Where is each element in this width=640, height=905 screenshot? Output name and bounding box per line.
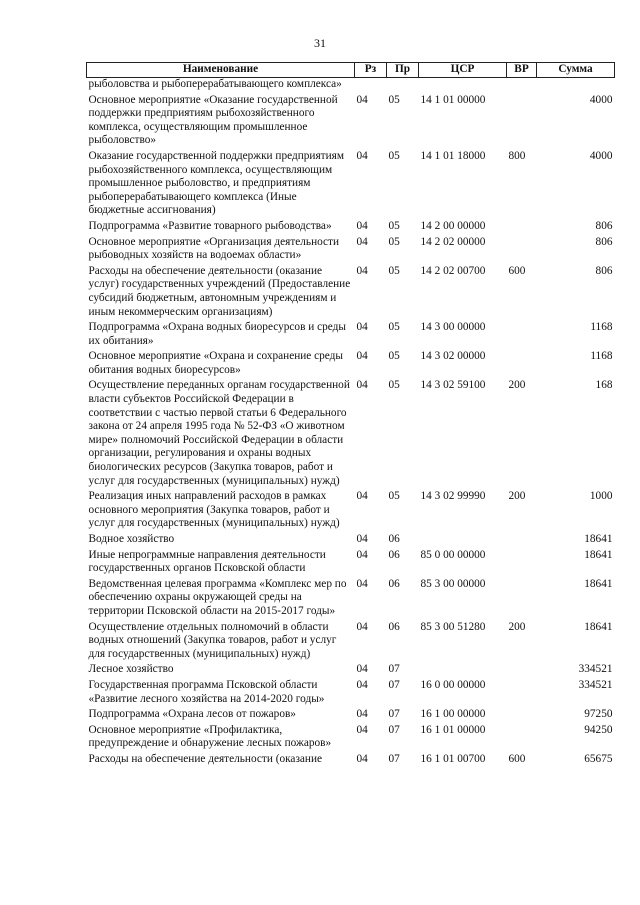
cell-sum: 334521: [578, 663, 613, 676]
cell-vr: [507, 679, 537, 708]
header-pr: Пр: [387, 63, 419, 78]
cell-name: Государственная программа Псковской области «Развитие лесного хозяйства на 2014-2020 годы»: [88, 678, 325, 705]
cell-vr: [507, 578, 537, 621]
cell-vr: [507, 663, 537, 679]
cell-name: Лесное хозяйство: [88, 663, 174, 676]
header-csr: ЦСР: [419, 63, 507, 78]
table-row: [87, 533, 615, 549]
cell-rz: 04: [356, 379, 368, 392]
cell-rz: [355, 78, 387, 94]
table-row: [87, 150, 615, 220]
cell-csr: 14 1 01 00000: [420, 93, 486, 106]
cell-pr: 05: [388, 93, 400, 106]
cell-vr: 800: [508, 149, 526, 162]
table-row: [87, 94, 615, 150]
cell-name: Осуществление отдельных полномочий в области водных отношений (Закупка товаров, работ и услуг для государственных (муниципальных) нужд): [88, 620, 337, 660]
table-row: [87, 379, 615, 490]
cell-sum: 1000: [589, 490, 613, 503]
cell-name: Оказание государственной поддержки предприятиям рыбохозяйственного комплекса, осуществляющим промышленное рыболовство, и предприятиям рыбоперерабатывающего комплекса (Иные бюджетные ассигнования): [88, 149, 344, 217]
cell-sum: 168: [595, 379, 613, 392]
cell-csr: 14 3 02 99990: [420, 490, 486, 503]
cell-csr: 16 1 01 00700: [420, 752, 486, 765]
cell-rz: 04: [356, 490, 368, 503]
table-row: [87, 350, 615, 379]
cell-csr: 14 2 02 00000: [420, 235, 486, 248]
table-row: [87, 621, 615, 664]
cell-vr: [507, 236, 537, 265]
cell-pr: 07: [388, 708, 400, 721]
table-row: [87, 708, 615, 724]
cell-csr: 14 3 02 00000: [420, 350, 486, 363]
cell-pr: 06: [388, 577, 400, 590]
cell-rz: 04: [356, 264, 368, 277]
header-name: Наименование: [87, 63, 355, 78]
cell-name: Реализация иных направлений расходов в рамках основного мероприятия (Закупка товаров, работ и услуг для государственных (муниципальных) нужд): [88, 490, 340, 530]
cell-csr: 16 1 00 00000: [420, 708, 486, 721]
cell-csr: 16 0 00 00000: [420, 678, 486, 691]
cell-vr: [507, 321, 537, 350]
cell-sum: 1168: [590, 321, 613, 334]
cell-vr: [507, 220, 537, 236]
table-row: [87, 549, 615, 578]
cell-name: Расходы на обеспечение деятельности (оказание услуг) государственных учреждений (Предоставление субсидий бюджетным, автономным учреждениям и иным некоммерческим организациям): [88, 264, 351, 318]
cell-csr: 85 3 00 00000: [420, 577, 486, 590]
cell-sum: 4000: [589, 93, 613, 106]
cell-vr: [507, 350, 537, 379]
cell-rz: 04: [356, 708, 368, 721]
cell-rz: 04: [356, 350, 368, 363]
cell-name: Подпрограмма «Развитие товарного рыбоводства»: [88, 219, 332, 232]
header-sum: Сумма: [537, 63, 615, 78]
table-row: [87, 321, 615, 350]
cell-vr: 600: [508, 264, 526, 277]
cell-vr: [507, 549, 537, 578]
table-row: [87, 265, 615, 321]
cell-sum: 18641: [584, 577, 613, 590]
cell-name: Основное мероприятие «Оказание государственной поддержки предприятиям рыбохозяйственного комплекса, осуществляющим промышленное рыболовство»: [88, 93, 338, 147]
cell-sum: 94250: [584, 723, 613, 736]
cell-name: Подпрограмма «Охрана водных биоресурсов и среды их обитания»: [88, 321, 346, 347]
cell-csr: [419, 663, 507, 679]
cell-pr: 06: [388, 548, 400, 561]
cell-csr: [419, 533, 507, 549]
cell-rz: 04: [356, 752, 368, 765]
budget-table: [86, 62, 615, 769]
cell-csr: 14 1 01 18000: [420, 149, 486, 162]
cell-rz: 04: [356, 219, 368, 232]
cell-sum: 1168: [590, 350, 613, 363]
cell-vr: 200: [508, 620, 526, 633]
cell-pr: 05: [388, 149, 400, 162]
cell-vr: [507, 708, 537, 724]
header-vr: ВР: [507, 63, 537, 78]
cell-sum: 806: [595, 219, 613, 232]
cell-rz: 04: [356, 663, 368, 676]
cell-rz: 04: [356, 235, 368, 248]
cell-rz: 04: [356, 577, 368, 590]
cell-rz: 04: [356, 93, 368, 106]
table-row: [87, 663, 615, 679]
cell-rz: 04: [356, 533, 368, 545]
cell-vr: 200: [508, 379, 526, 392]
table-row: [87, 78, 615, 94]
cell-csr: 14 2 02 00700: [420, 264, 486, 277]
cell-pr: 07: [388, 752, 400, 765]
cell-sum: 806: [595, 235, 613, 248]
cell-vr: 600: [508, 752, 526, 765]
cell-pr: 05: [388, 264, 400, 277]
cell-csr: 14 3 00 00000: [420, 321, 486, 334]
cell-pr: 05: [388, 490, 400, 503]
cell-csr: 85 3 00 51280: [420, 620, 486, 633]
cell-sum: [537, 78, 615, 94]
cell-pr: 07: [388, 723, 400, 736]
cell-pr: 06: [388, 620, 400, 633]
cell-pr: 07: [388, 663, 400, 676]
cell-rz: 04: [356, 678, 368, 691]
table-row: [87, 490, 615, 533]
cell-sum: 18641: [584, 620, 613, 633]
cell-name: Расходы на обеспечение деятельности (оказание: [88, 752, 323, 765]
cell-sum: 806: [595, 264, 613, 277]
table-row: [87, 679, 615, 708]
cell-sum: 18641: [584, 533, 613, 545]
cell-vr: [507, 724, 537, 753]
table-body: [87, 78, 615, 769]
cell-vr: [507, 78, 537, 94]
cell-name: Основное мероприятие «Охрана и сохранение среды обитания водных биоресурсов»: [88, 350, 344, 376]
page-number: 31: [314, 36, 326, 50]
cell-vr: [507, 94, 537, 150]
cell-rz: 04: [356, 723, 368, 736]
cell-rz: 04: [356, 149, 368, 162]
header-rz: Рз: [355, 63, 387, 78]
cell-sum: 18641: [584, 548, 613, 561]
cell-name: Водное хозяйство: [88, 533, 175, 545]
cell-name: Ведомственная целевая программа «Комплекс мер по обеспечению охраны окружающей среды на территории Псковской области на 2015-2017 годы»: [88, 577, 347, 617]
cell-csr: 85 0 00 00000: [420, 548, 486, 561]
cell-pr: 05: [388, 235, 400, 248]
cell-pr: 05: [388, 321, 400, 334]
table-row: [87, 236, 615, 265]
cell-pr: 05: [388, 379, 400, 392]
cell-name: рыболовства и рыбоперерабатывающего комплекса»: [88, 78, 342, 90]
cell-csr: 14 3 02 59100: [420, 379, 486, 392]
cell-sum: 4000: [589, 149, 613, 162]
cell-pr: 05: [388, 219, 400, 232]
cell-vr: 200: [508, 490, 526, 503]
cell-name: Иные непрограммные направления деятельности государственных органов Псковской области: [88, 548, 326, 575]
table-header: [87, 63, 615, 78]
cell-rz: 04: [356, 548, 368, 561]
cell-sum: 97250: [584, 708, 613, 721]
cell-sum: 334521: [578, 678, 613, 691]
cell-rz: 04: [356, 321, 368, 334]
cell-vr: [507, 533, 537, 549]
cell-sum: 65675: [584, 752, 613, 765]
cell-pr: 05: [388, 350, 400, 363]
cell-pr: [387, 78, 419, 94]
cell-name: Осуществление переданных органам государственной власти субъектов Российской Федерации в соответствии с частью первой статьи 6 Федерального закона от 24 апреля 1995 года № 52-ФЗ «О животном мире» полномочий Российской Федерации в области организации, регулирования и охраны водных биологических ресурсов (Закупка товаров, работ и услуг для государственных (муниципальных) нужд): [88, 379, 350, 487]
table-row: [87, 753, 615, 769]
cell-pr: 07: [388, 678, 400, 691]
table-row: [87, 220, 615, 236]
cell-csr: 16 1 01 00000: [420, 723, 486, 736]
cell-pr: 06: [388, 533, 400, 545]
cell-csr: 14 2 00 00000: [420, 219, 486, 232]
cell-name: Основное мероприятие «Профилактика, предупреждение и обнаружение лесных пожаров»: [88, 723, 332, 750]
cell-csr: [419, 78, 507, 94]
cell-rz: 04: [356, 620, 368, 633]
cell-name: Подпрограмма «Охрана лесов от пожаров»: [88, 708, 296, 721]
table-row: [87, 724, 615, 753]
table-row: [87, 578, 615, 621]
cell-name: Основное мероприятие «Организация деятельности рыбоводных хозяйств на водоемах области»: [88, 235, 340, 262]
